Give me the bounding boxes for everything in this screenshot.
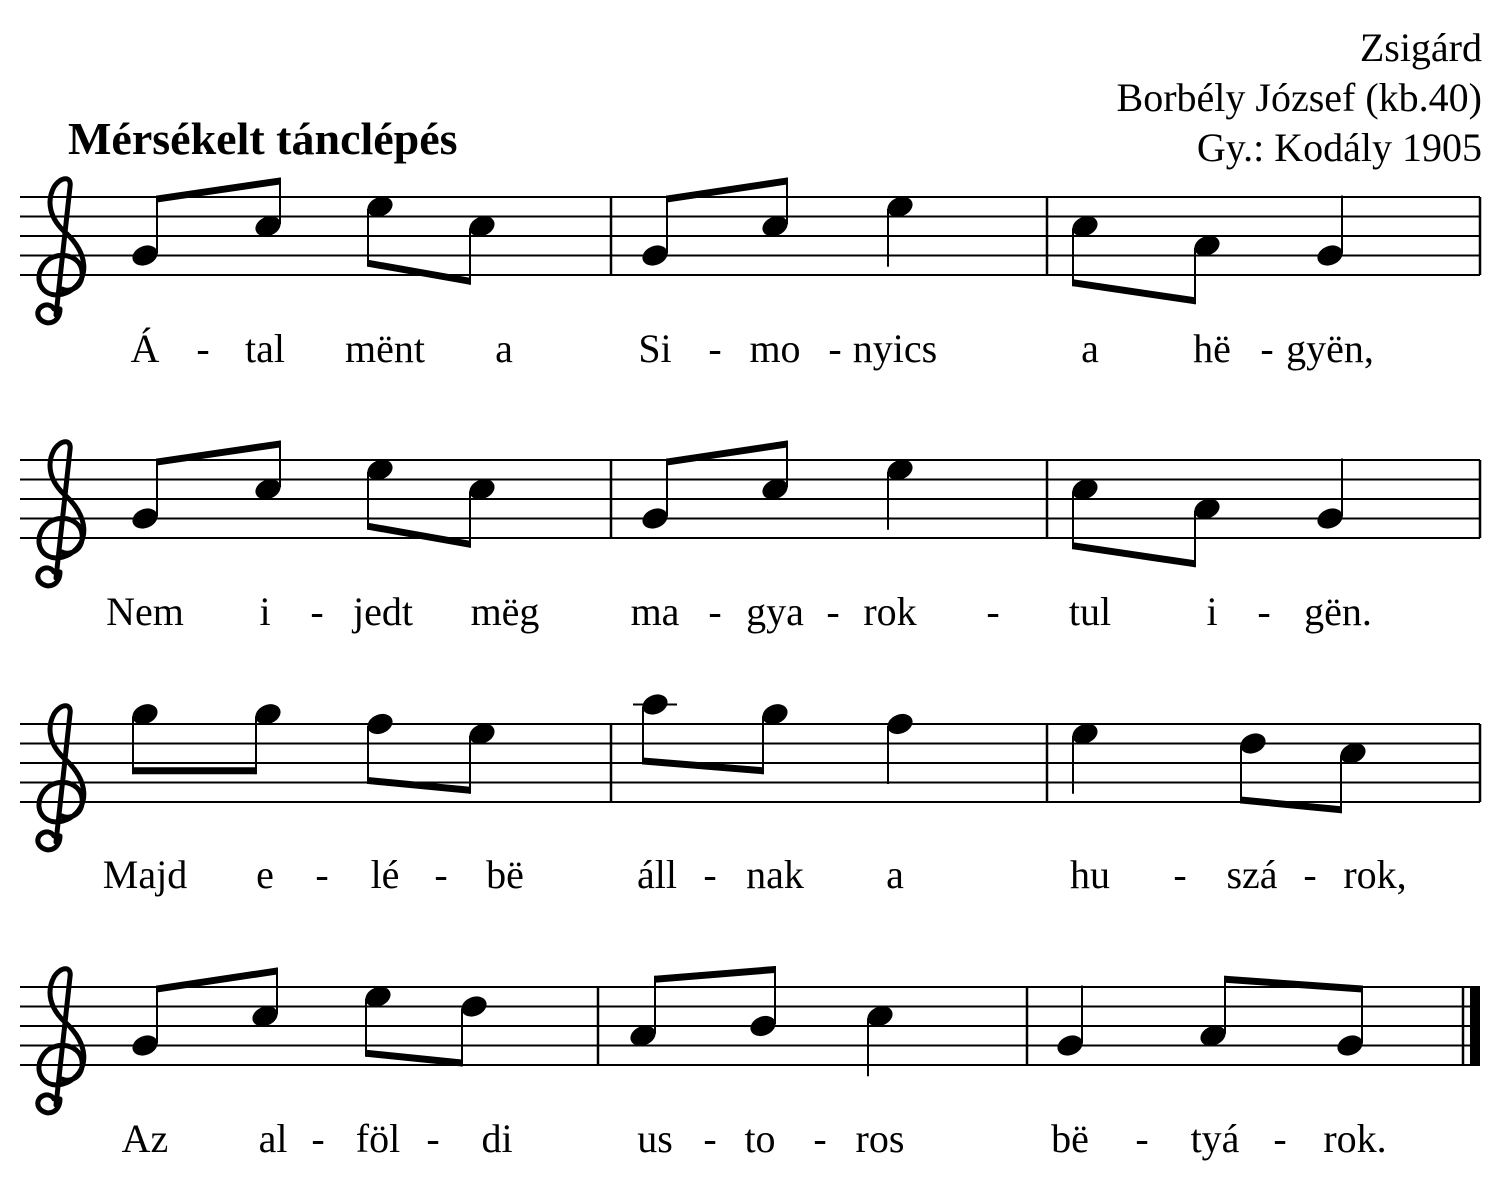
beam bbox=[157, 968, 277, 993]
lyric-hyphen: - bbox=[826, 589, 840, 634]
lyric-syllable: gën. bbox=[1304, 589, 1372, 634]
note-head bbox=[747, 1012, 778, 1039]
note-head bbox=[639, 505, 670, 532]
lyric-syllable: Az bbox=[121, 1116, 169, 1161]
beam bbox=[157, 178, 280, 203]
beam bbox=[366, 1050, 462, 1067]
note-head bbox=[884, 710, 915, 737]
lyric-syllable: nak bbox=[746, 852, 804, 897]
lyric-hyphen: - bbox=[311, 1116, 325, 1161]
lyric-syllable: jedt bbox=[353, 589, 413, 634]
lyric-hyphen: - bbox=[310, 589, 324, 634]
lyric-syllable: Majd bbox=[102, 852, 188, 897]
note-head bbox=[364, 710, 395, 737]
lyric-hyphen: - bbox=[1135, 1116, 1149, 1161]
singer-label: Borbély József (kb.40) bbox=[1116, 75, 1482, 120]
lyric-hyphen: - bbox=[1303, 852, 1317, 897]
beam bbox=[368, 260, 470, 285]
note-head bbox=[129, 242, 160, 269]
lyric-syllable: to bbox=[744, 1116, 776, 1161]
lyric-syllable: mo bbox=[749, 326, 801, 371]
lyric-syllable: hë bbox=[1193, 326, 1231, 371]
beam bbox=[655, 966, 775, 983]
lyric-hyphen: - bbox=[703, 1116, 717, 1161]
note-head bbox=[129, 505, 160, 532]
beam bbox=[1225, 976, 1362, 993]
lyric-syllable: ros bbox=[855, 1116, 905, 1161]
beam bbox=[667, 178, 787, 203]
lyric-syllable: mënt bbox=[345, 326, 425, 371]
lyric-syllable: a bbox=[1081, 326, 1099, 371]
lyric-syllable: gyën, bbox=[1286, 326, 1374, 371]
beam bbox=[133, 767, 256, 774]
lyric-syllable: lé bbox=[370, 852, 400, 897]
lyric-syllable: tal bbox=[245, 326, 285, 371]
treble-clef-icon bbox=[38, 969, 84, 1113]
final-barline-thick bbox=[1470, 987, 1480, 1065]
lyric-syllable: hu bbox=[1070, 852, 1110, 897]
lyric-syllable: mëg bbox=[470, 589, 540, 634]
lyric-hyphen: - bbox=[986, 589, 1000, 634]
beam bbox=[1073, 542, 1195, 567]
lyric-hyphen: - bbox=[1173, 852, 1187, 897]
lyric-syllable: rok. bbox=[1323, 1116, 1387, 1161]
lyric-syllable: rok bbox=[863, 589, 917, 634]
beam bbox=[368, 777, 470, 794]
lyric-syllable: e bbox=[256, 852, 274, 897]
note-head bbox=[639, 691, 670, 718]
lyric-syllable: i bbox=[1206, 589, 1218, 634]
lyric-hyphen: - bbox=[708, 589, 722, 634]
lyric-hyphen: - bbox=[426, 1116, 440, 1161]
lyric-syllable: áll bbox=[637, 852, 677, 897]
lyric-syllable: tul bbox=[1068, 589, 1112, 634]
note-head bbox=[639, 242, 670, 269]
place-label: Zsigárd bbox=[1359, 25, 1482, 70]
collector-label: Gy.: Kodály 1905 bbox=[1196, 125, 1482, 170]
beam bbox=[1241, 797, 1341, 814]
beam bbox=[368, 523, 470, 548]
lyric-syllable: al bbox=[258, 1116, 288, 1161]
lyric-syllable: Á bbox=[130, 326, 160, 371]
beam bbox=[667, 441, 787, 466]
lyric-syllable: bë bbox=[1051, 1116, 1089, 1161]
lyric-hyphen: - bbox=[1257, 589, 1271, 634]
lyric-syllable: di bbox=[481, 1116, 513, 1161]
note-head bbox=[458, 993, 489, 1020]
lyric-syllable: a bbox=[886, 852, 904, 897]
lyric-hyphen: - bbox=[1273, 1116, 1287, 1161]
note-head bbox=[1237, 730, 1268, 757]
lyric-syllable: szá bbox=[1226, 852, 1278, 897]
lyric-syllable: tyá bbox=[1190, 1116, 1240, 1161]
beam bbox=[1073, 279, 1195, 304]
lyric-hyphen: - bbox=[703, 852, 717, 897]
note-head bbox=[1334, 1032, 1365, 1059]
note-head bbox=[1314, 242, 1345, 269]
lyric-hyphen: - bbox=[434, 852, 448, 897]
note-head bbox=[1314, 505, 1345, 532]
lyric-syllable: Si bbox=[638, 326, 672, 371]
lyric-syllable: i bbox=[259, 589, 271, 634]
treble-clef-icon bbox=[38, 442, 84, 586]
lyric-syllable: bë bbox=[486, 852, 524, 897]
lyric-hyphen: - bbox=[1260, 326, 1274, 371]
lyric-syllable: Nem bbox=[106, 589, 184, 634]
lyric-hyphen: - bbox=[813, 1116, 827, 1161]
beam bbox=[643, 758, 763, 775]
beam bbox=[157, 441, 280, 466]
note-head bbox=[1054, 1032, 1085, 1059]
tempo-marking: Mérsékelt tánclépés bbox=[68, 113, 458, 164]
lyric-hyphen: - bbox=[828, 326, 842, 371]
lyric-syllable: nyics bbox=[852, 326, 938, 371]
lyric-syllable: rok, bbox=[1343, 852, 1407, 897]
lyric-syllable: ma bbox=[630, 589, 680, 634]
lyric-syllable: us bbox=[637, 1116, 673, 1161]
treble-clef-icon bbox=[38, 179, 84, 323]
lyric-syllable: gya bbox=[746, 589, 804, 634]
treble-clef-icon bbox=[38, 706, 84, 850]
lyric-syllable: föl bbox=[355, 1116, 401, 1161]
note-head bbox=[129, 1032, 160, 1059]
lyric-hyphen: - bbox=[315, 852, 329, 897]
lyric-syllable: a bbox=[495, 326, 513, 371]
lyric-hyphen: - bbox=[196, 326, 210, 371]
lyric-hyphen: - bbox=[708, 326, 722, 371]
